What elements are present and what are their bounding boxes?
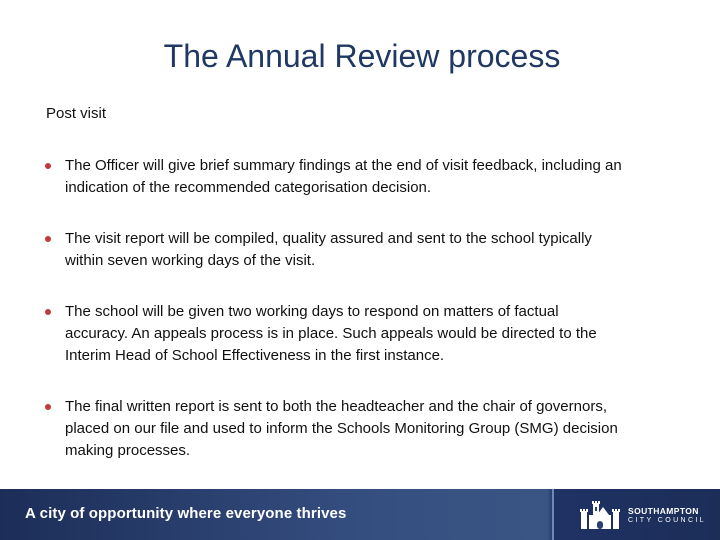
bullet-dot-icon <box>45 404 51 410</box>
slide-title: The Annual Review process <box>163 38 561 74</box>
council-logo <box>579 497 707 531</box>
bullet-text: The final written report is sent to both the headteacher and the chair of governors, placed on our file and used to inform the Schools Monitoring Group (SMG) decision making processes. <box>65 398 618 459</box>
bullet-list <box>45 155 625 491</box>
bullet-text: The school will be given two working days to respond on matters of factual accuracy. An appeals process is in place. Such appeals would be directed to the Interim Head of School Effectiveness in the first instance. <box>65 303 597 364</box>
castle-icon <box>579 497 621 531</box>
logo-name: SOUTHAMPTON <box>628 506 699 516</box>
bullet-dot-icon <box>45 163 51 169</box>
bullet-dot-icon <box>45 309 51 315</box>
bullet-item <box>45 155 625 199</box>
footer-divider <box>552 489 554 540</box>
bullet-text: The visit report will be compiled, quality assured and sent to the school typically within seven working days of the visit. <box>65 230 592 269</box>
logo-subtitle: CITY COUNCIL <box>628 517 707 524</box>
footer-banner <box>0 489 720 540</box>
footer-tagline: A city of opportunity where everyone thrives <box>25 505 347 522</box>
bullet-item <box>45 228 625 272</box>
slide-subtitle: Post visit <box>46 105 107 122</box>
bullet-dot-icon <box>45 236 51 242</box>
bullet-item <box>45 396 625 462</box>
bullet-item <box>45 301 625 367</box>
bullet-text: The Officer will give brief summary findings at the end of visit feedback, including an indication of the recommended categorisation decision. <box>65 157 622 196</box>
